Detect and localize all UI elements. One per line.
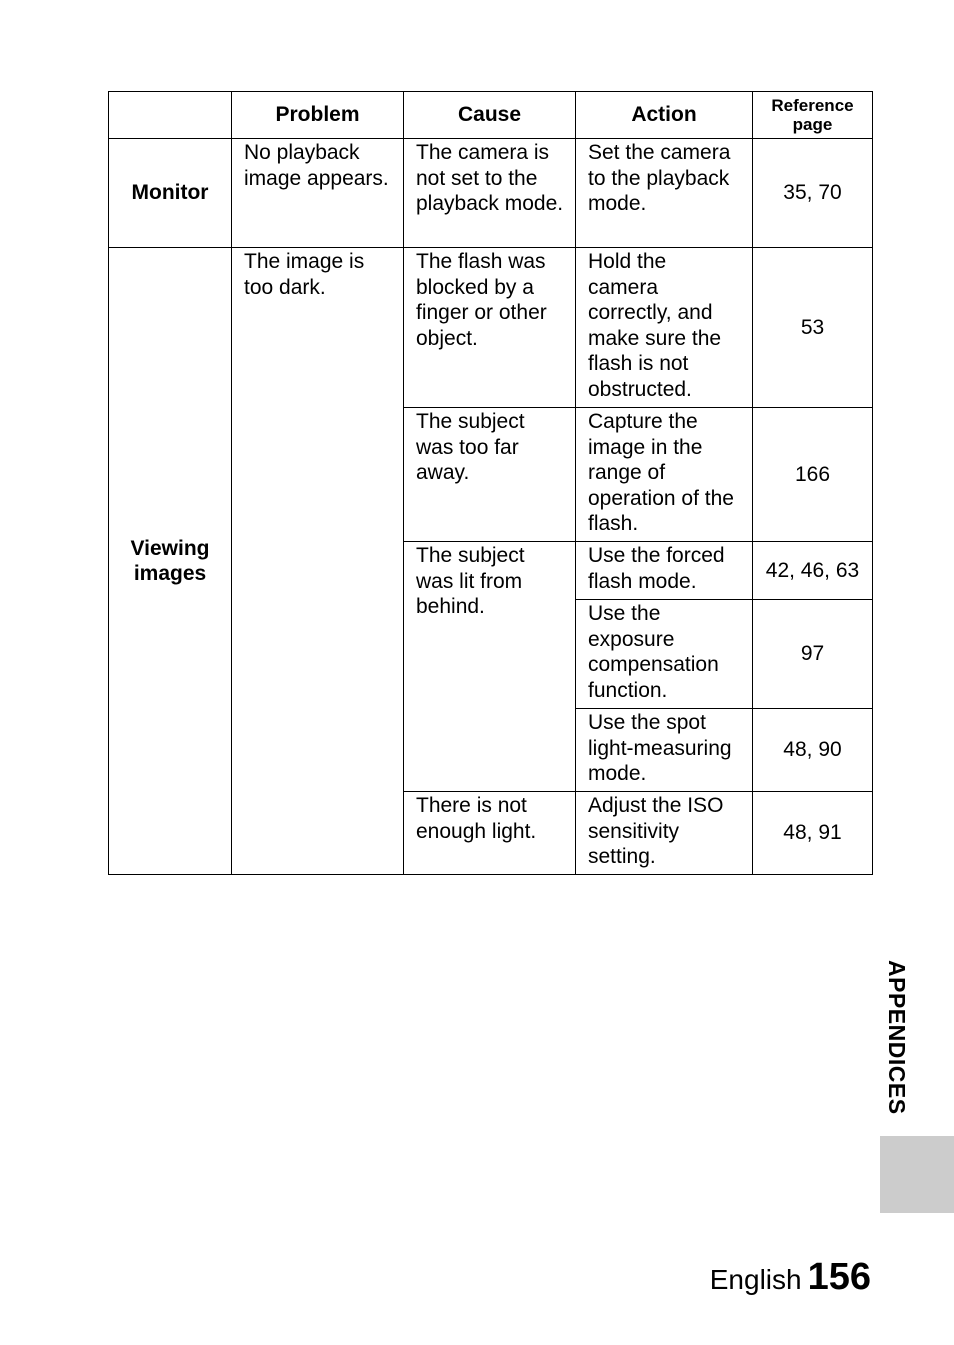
cause-cell: The subject was lit from behind. xyxy=(404,542,576,792)
header-category xyxy=(109,92,232,139)
header-reference: Reference page xyxy=(753,92,873,139)
reference-cell: 48, 90 xyxy=(753,709,873,792)
category-monitor: Monitor xyxy=(109,139,232,248)
action-cell: Use the spot light-measuring mode. xyxy=(576,709,753,792)
section-tab-marker xyxy=(880,1136,954,1213)
table-row xyxy=(109,248,873,408)
header-cause: Cause xyxy=(404,92,576,139)
page-number: 156 xyxy=(807,1256,871,1298)
table-header-row xyxy=(109,92,873,139)
troubleshooting-table xyxy=(108,91,873,875)
reference-cell: 97 xyxy=(753,600,873,709)
page-footer xyxy=(710,1256,871,1306)
action-cell: Use the exposure compensation function. xyxy=(576,600,753,709)
action-cell: Hold the camera correctly, and make sure the flash is not obstructed. xyxy=(576,248,753,408)
reference-cell: 42, 46, 63 xyxy=(753,542,873,600)
footer-language: English xyxy=(709,1264,802,1295)
cause-cell: The camera is not set to the playback mode. xyxy=(404,139,576,248)
reference-cell: 166 xyxy=(753,408,873,542)
section-label-appendices: APPENDICES xyxy=(884,960,910,1115)
reference-cell: 35, 70 xyxy=(753,139,873,248)
cause-cell: The subject was too far away. xyxy=(404,408,576,542)
cause-cell: The flash was blocked by a finger or other object. xyxy=(404,248,576,408)
reference-cell: 48, 91 xyxy=(753,792,873,875)
action-cell: Use the forced flash mode. xyxy=(576,542,753,600)
problem-cell: The image is too dark. xyxy=(232,248,404,875)
category-viewing-images: Viewing images xyxy=(109,248,232,875)
reference-cell: 53 xyxy=(753,248,873,408)
action-cell: Capture the image in the range of operation of the flash. xyxy=(576,408,753,542)
header-problem: Problem xyxy=(232,92,404,139)
problem-cell: No playback image appears. xyxy=(232,139,404,248)
table-row xyxy=(109,139,873,248)
header-action: Action xyxy=(576,92,753,139)
action-cell: Set the camera to the playback mode. xyxy=(576,139,753,248)
cause-cell: There is not enough light. xyxy=(404,792,576,875)
action-cell: Adjust the ISO sensitivity setting. xyxy=(576,792,753,875)
